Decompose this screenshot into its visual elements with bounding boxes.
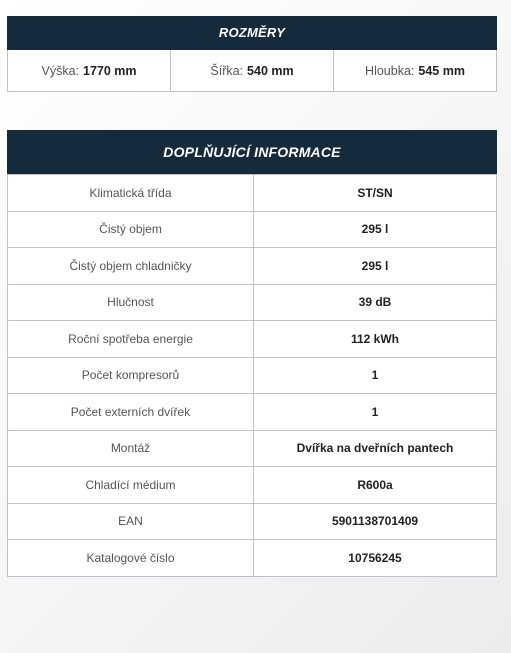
row-value: R600a bbox=[254, 467, 497, 504]
additional-info-table bbox=[7, 174, 497, 577]
row-label: Klimatická třída bbox=[8, 175, 254, 212]
row-label: Hlučnost bbox=[8, 284, 254, 321]
row-value: 295 l bbox=[254, 248, 497, 285]
row-value: 295 l bbox=[254, 211, 497, 248]
row-label: Montáž bbox=[8, 430, 254, 467]
depth-cell bbox=[334, 50, 496, 91]
row-value: Dvířka na dveřních pantech bbox=[254, 430, 497, 467]
depth-value: 545 mm bbox=[418, 63, 465, 78]
height-label: Výška: bbox=[41, 63, 79, 78]
table-row bbox=[8, 357, 497, 394]
row-label: EAN bbox=[8, 503, 254, 540]
height-cell bbox=[8, 50, 171, 91]
table-row bbox=[8, 540, 497, 577]
dimensions-header: ROZMĚRY bbox=[7, 16, 497, 50]
width-cell bbox=[171, 50, 334, 91]
row-label: Čistý objem bbox=[8, 211, 254, 248]
table-row bbox=[8, 284, 497, 321]
row-label: Roční spotřeba energie bbox=[8, 321, 254, 358]
width-label: Šířka: bbox=[210, 63, 244, 78]
table-row bbox=[8, 321, 497, 358]
table-row bbox=[8, 503, 497, 540]
row-label: Počet externích dvířek bbox=[8, 394, 254, 431]
row-label: Chladící médium bbox=[8, 467, 254, 504]
row-value: 39 dB bbox=[254, 284, 497, 321]
table-row bbox=[8, 430, 497, 467]
width-value: 540 mm bbox=[247, 63, 294, 78]
row-value: 10756245 bbox=[254, 540, 497, 577]
row-value: 1 bbox=[254, 357, 497, 394]
row-label: Katalogové číslo bbox=[8, 540, 254, 577]
dimensions-panel bbox=[7, 16, 497, 92]
row-value: ST/SN bbox=[254, 175, 497, 212]
table-row bbox=[8, 248, 497, 285]
table-row bbox=[8, 175, 497, 212]
depth-label: Hloubka: bbox=[365, 63, 415, 78]
table-row bbox=[8, 211, 497, 248]
row-label: Čistý objem chladničky bbox=[8, 248, 254, 285]
additional-info-header: DOPLŇUJÍCÍ INFORMACE bbox=[7, 130, 497, 174]
table-row bbox=[8, 467, 497, 504]
row-value: 5901138701409 bbox=[254, 503, 497, 540]
dimensions-row bbox=[7, 50, 497, 92]
row-value: 112 kWh bbox=[254, 321, 497, 358]
height-value: 1770 mm bbox=[83, 63, 137, 78]
additional-info-panel bbox=[7, 130, 497, 577]
table-row bbox=[8, 394, 497, 431]
row-value: 1 bbox=[254, 394, 497, 431]
row-label: Počet kompresorů bbox=[8, 357, 254, 394]
